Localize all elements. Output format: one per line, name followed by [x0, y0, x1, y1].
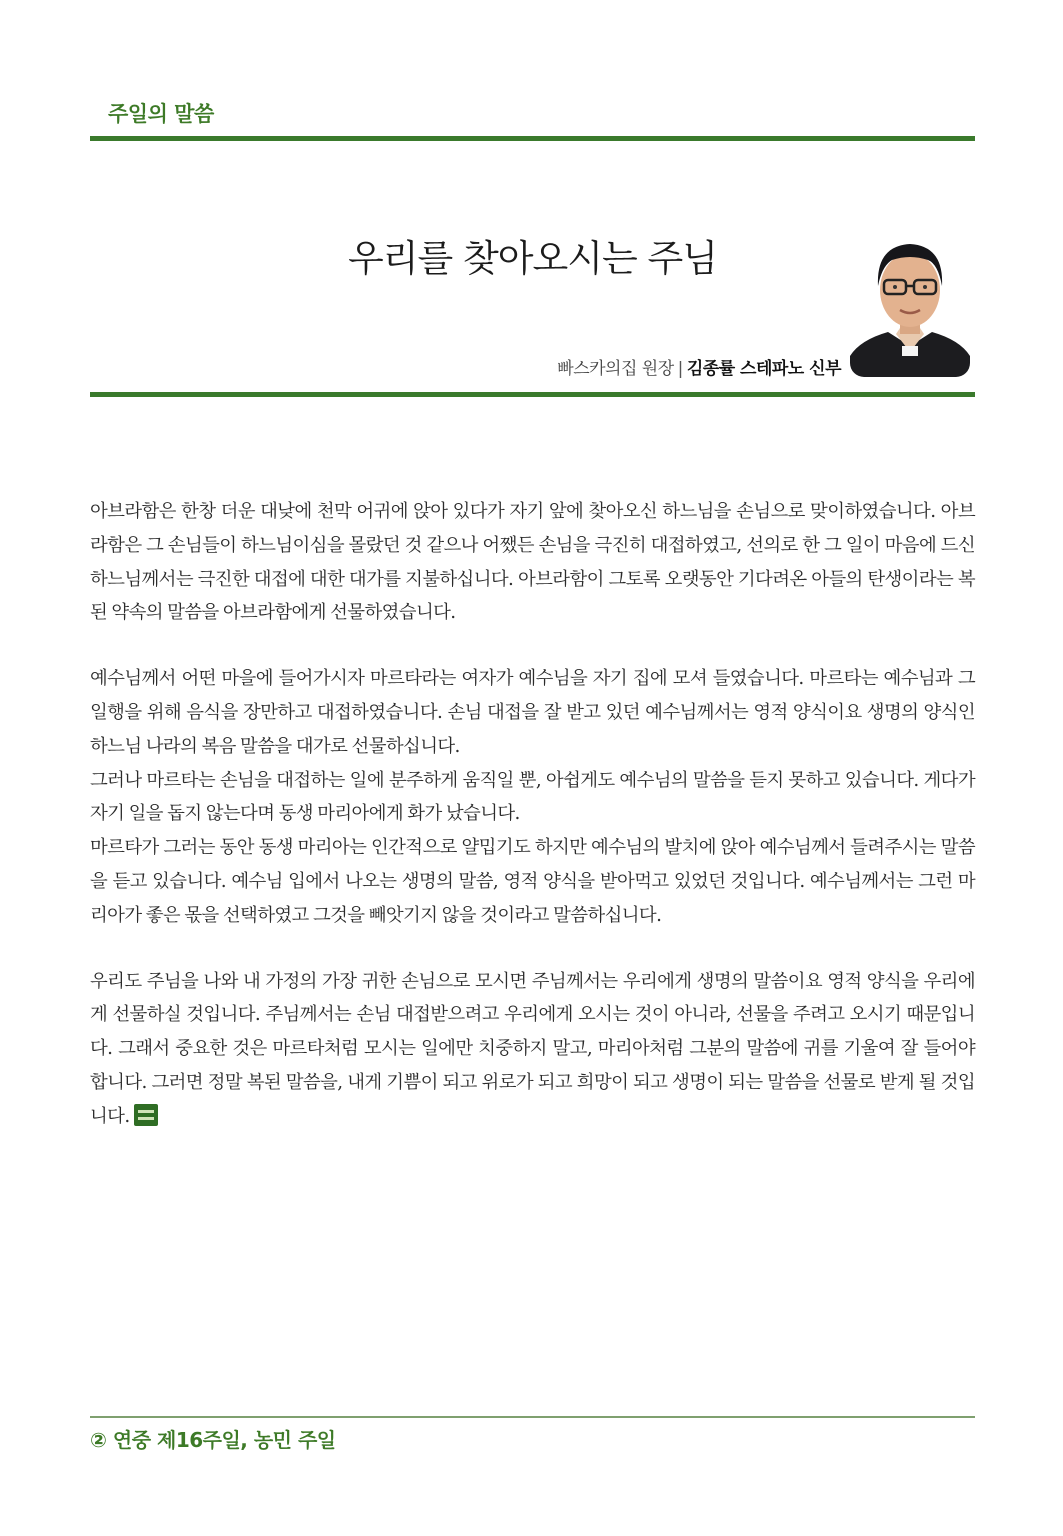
- author-name: 김종률 스테파노 신부: [686, 359, 841, 379]
- paragraph-4: 마르타가 그러는 동안 동생 마리아는 인간적으로 얄밉기도 하지만 예수님의 발치에 앉아 예수님께서 들려주시는 말씀을 듣고 있습니다. 예수님 입에서 나오는 생명의 말씀, 영적 양식을 받아먹고 있었던 것입니다. 예수님께서는 그런 마리아가 좋은 몫을 선택하였고 그것을 빼앗기지 않을 것이라고 말씀하십니다.: [90, 837, 975, 926]
- top-rule: [90, 136, 975, 141]
- byline-separator: |: [677, 359, 683, 379]
- paragraph-5: [90, 965, 975, 1134]
- author-byline: [557, 354, 841, 379]
- middle-rule: [90, 392, 975, 397]
- author-portrait: [850, 228, 970, 377]
- author-role: 빠스카의집 원장: [557, 359, 674, 379]
- footer-rule: [90, 1416, 975, 1418]
- article-title: 우리를 찾아오시는 주님: [348, 237, 717, 280]
- paragraph-5-text: 우리도 주님을 나와 내 가정의 가장 귀한 손님으로 모시면 주님께서는 우리에게 생명의 말씀이요 영적 양식을 우리에게 선물하실 것입니다. 주님께서는 손님 대접받으려고 우리에게 오시는 것이 아니라, 선물을 주려고 오시기 때문입니다. 그래서 중요한 것은 마르타처럼 모시는 일에만 치중하지 말고, 마리아처럼 그분의 말씀에 귀를 기울여 잘 들어야 합니다. 그러면 정말 복된 말씀을, 내게 기쁨이 되고 위로가 되고 희망이 되고 생명이 되는 말씀을 선물로 받게 될 것입니다.: [90, 970, 975, 1127]
- article-body: [90, 495, 975, 1134]
- paragraph-2: 예수님께서 어떤 마을에 들어가시자 마르타라는 여자가 예수님을 자기 집에 모셔 들였습니다. 마르타는 예수님과 그 일행을 위해 음식을 장만하고 대접하였습니다. 손님 대접을 잘 받고 있던 예수님께서는 영적 양식이요 생명의 양식인 하느님 나라의 복음 말씀을 대가로 선물하십니다.: [90, 668, 975, 757]
- end-of-article-mark-icon: [134, 1104, 158, 1126]
- section-label: 주일의 말씀: [108, 102, 214, 126]
- portrait-image: [850, 228, 970, 377]
- footer-page-label: ② 연중 제16주일, 농민 주일: [90, 1428, 336, 1452]
- paragraph-1: 아브라함은 한창 더운 대낮에 천막 어귀에 앉아 있다가 자기 앞에 찾아오신 하느님을 손님으로 맞이하였습니다. 아브라함은 그 손님들이 하느님이심을 몰랐던 것 같으나 어쨌든 손님을 극진히 대접하였고, 선의로 한 그 일이 마음에 드신 하느님께서는 극진한 대접에 대한 대가를 지불하십니다. 아브라함이 그토록 오랫동안 기다려온 아들의 탄생이라는 복된 약속의 말씀을 아브라함에게 선물하였습니다.: [90, 501, 975, 624]
- paragraph-3: 그러나 마르타는 손님을 대접하는 일에 분주하게 움직일 뿐, 아쉽게도 예수님의 말씀을 듣지 못하고 있습니다. 게다가 자기 일을 돕지 않는다며 동생 마리아에게 화가 났습니다.: [90, 769, 975, 825]
